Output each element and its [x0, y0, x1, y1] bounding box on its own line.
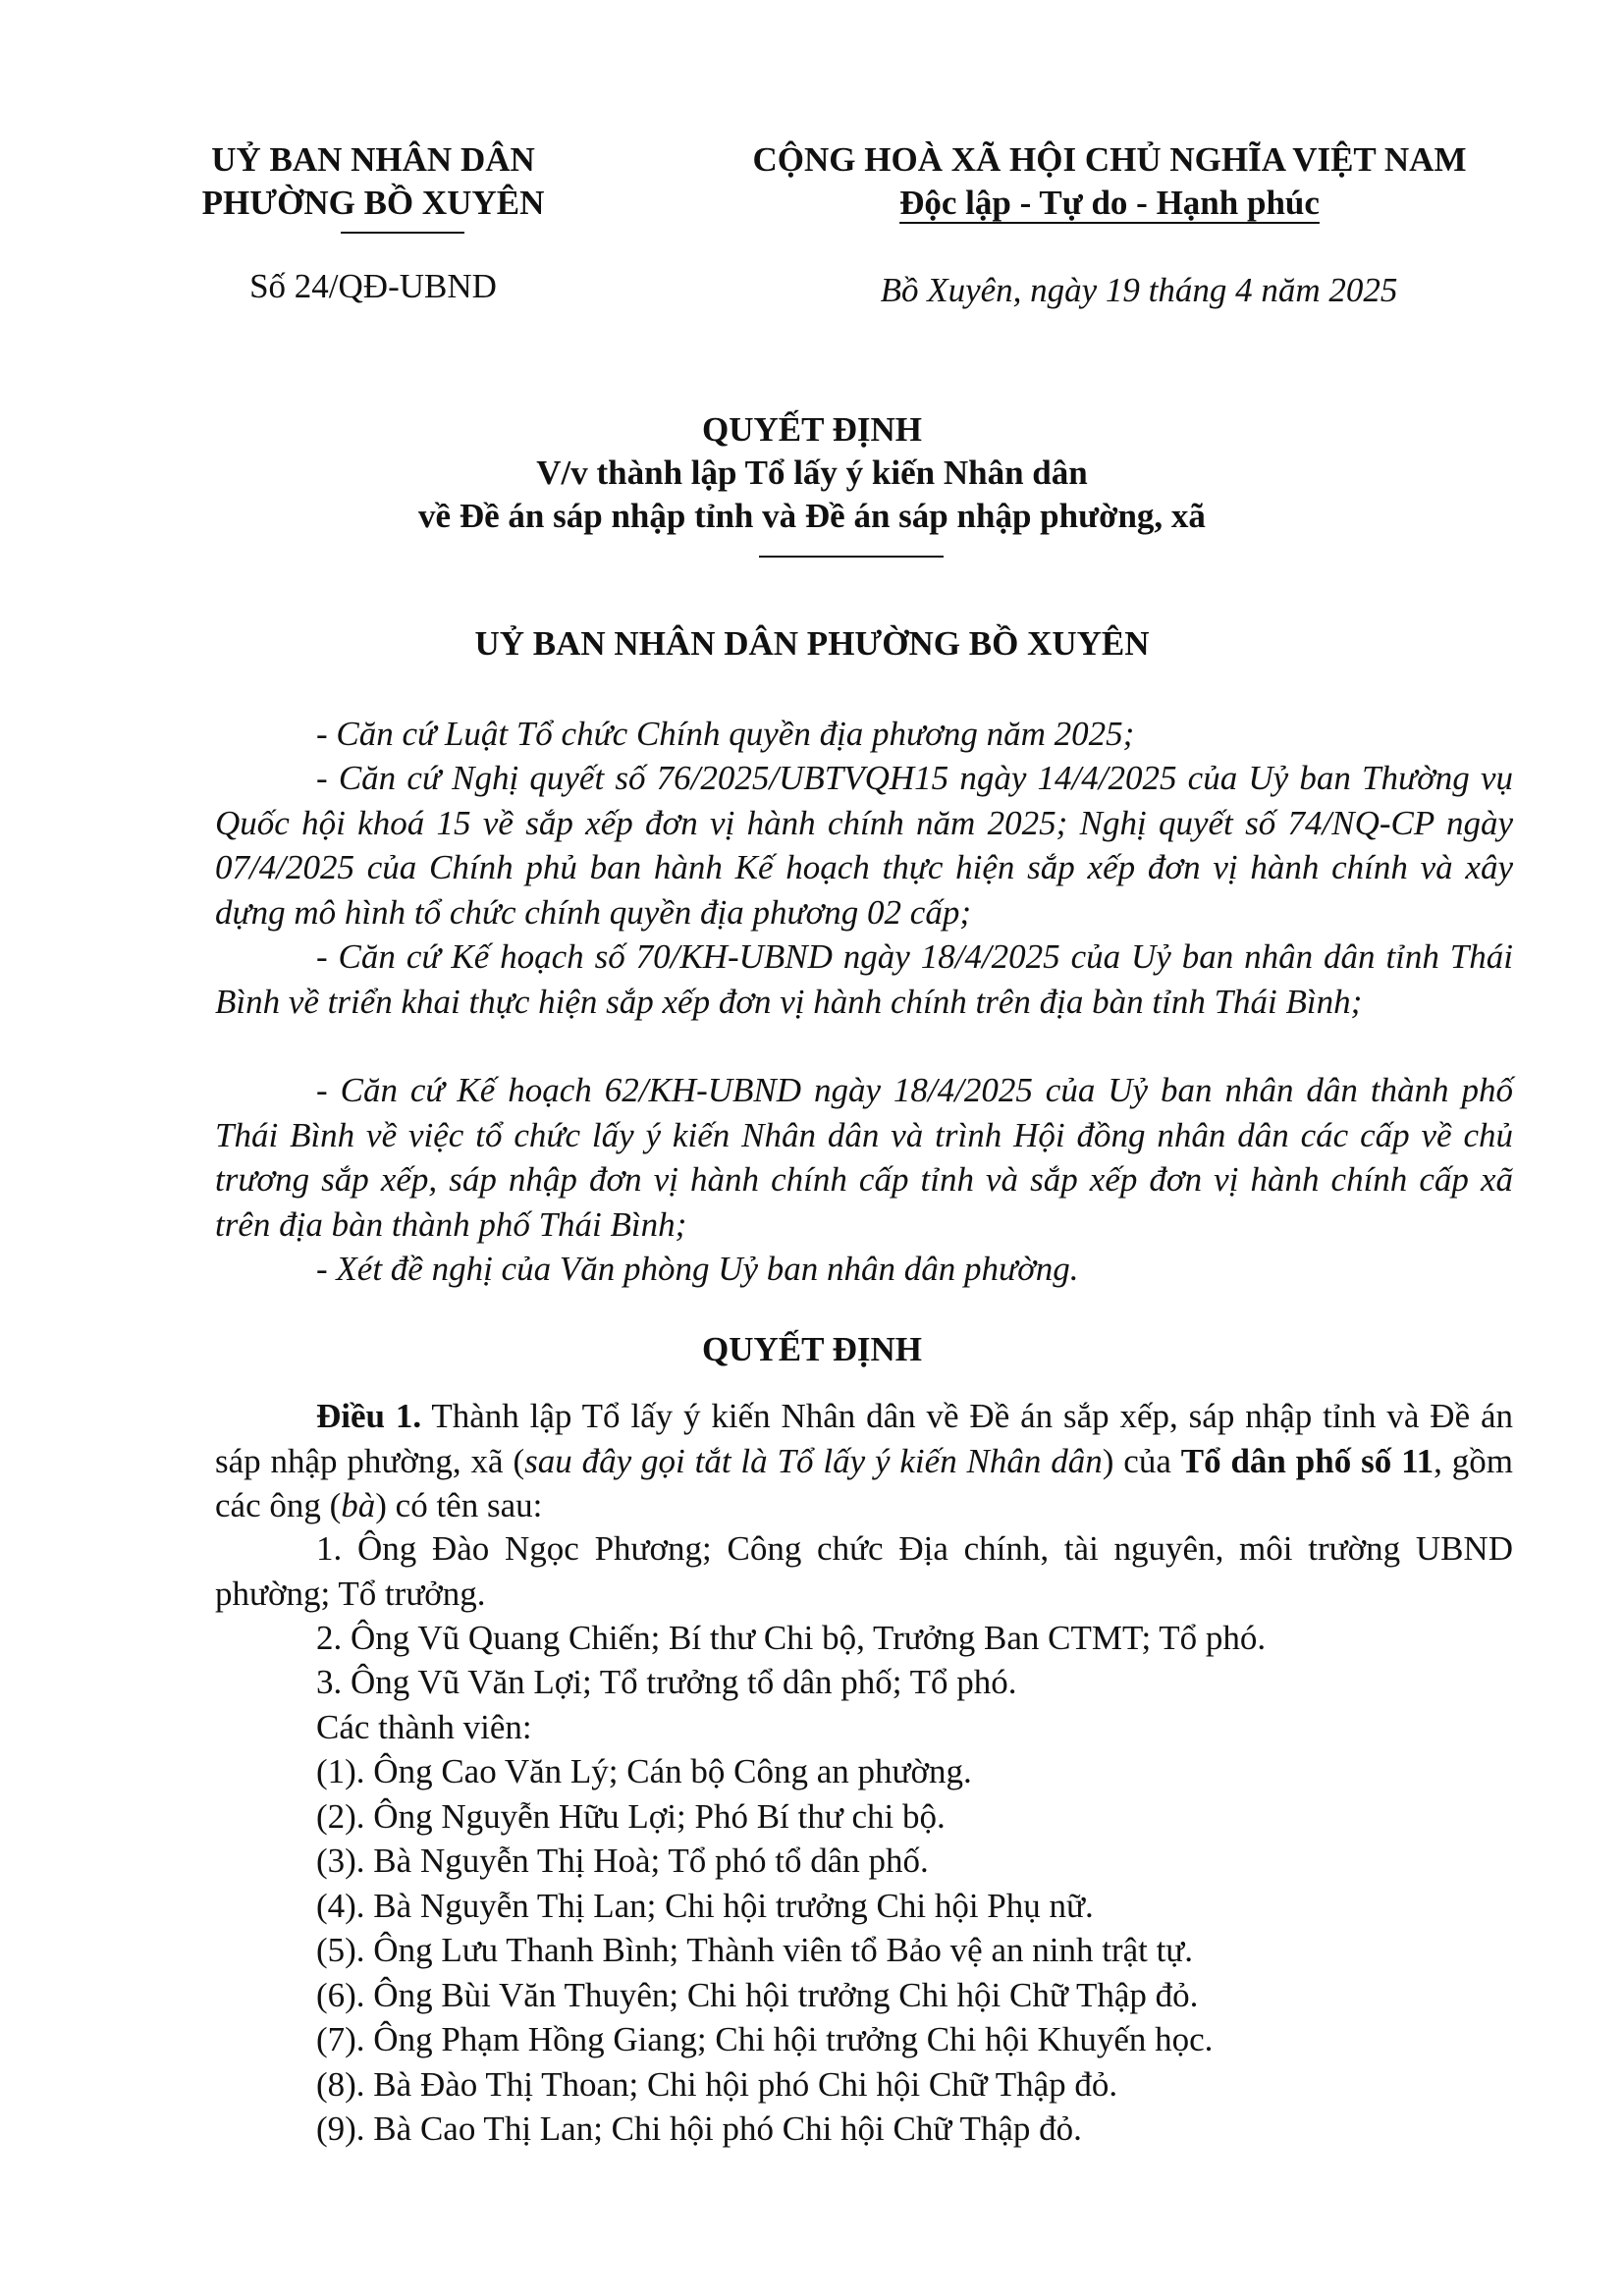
article-1-text-italic: sau đây gọi tắt là Tổ lấy ý kiến Nhân dân [524, 1441, 1103, 1480]
article-1-text-c: , gồm các ông ( [215, 1441, 1513, 1524]
legal-basis-3: - Căn cứ Kế hoạch số 70/KH-UBND ngày 18/4/2025 của Uỷ ban nhân dân tỉnh Thái Bình về triển khai thực hiện sắp xếp đơn vị hành chính trên địa bàn tỉnh Thái Bình; [215, 937, 1513, 1021]
article-1-ba: bà [341, 1486, 376, 1524]
document-subject-line2: về Đề án sáp nhập tỉnh và Đề án sáp nhập phường, xã [418, 497, 1206, 535]
legal-basis-2: - Căn cứ Nghị quyết số 76/2025/UBTVQH15 ngày 14/4/2025 của Uỷ ban Thường vụ Quốc hội khoá 15 về sắp xếp đơn vị hành chính năm 2025; Nghị quyết số 74/NQ-CP ngày 07/4/2025 của Chính phủ ban hành Kế hoạch thực hiện sắp xếp đơn vị hành chính và xây dựng mô hình tổ chức chính quyền địa phương 02 cấp; [215, 759, 1513, 932]
legal-basis-1: - Căn cứ Luật Tổ chức Chính quyền địa phương năm 2025; [316, 715, 1135, 753]
leader-2: 2. Ông Vũ Quang Chiến; Bí thư Chi bộ, Trưởng Ban CTMT; Tổ phó. [316, 1619, 1267, 1657]
member-6: (6). Ông Bùi Văn Thuyên; Chi hội trưởng Chi hội Chữ Thập đỏ. [316, 1976, 1199, 2014]
member-3: (3). Bà Nguyễn Thị Hoà; Tổ phó tổ dân phố. [316, 1842, 929, 1880]
national-title: CỘNG HOÀ XÃ HỘI CHỦ NGHĨA VIỆT NAM [752, 140, 1467, 179]
national-motto-text: Độc lập - Tự do - Hạnh phúc [899, 184, 1320, 222]
members-label: Các thành viên: [316, 1708, 532, 1746]
member-2: (2). Ông Nguyễn Hữu Lợi; Phó Bí thư chi bộ. [316, 1797, 946, 1836]
national-motto [677, 182, 1542, 225]
member-7: (7). Ông Phạm Hồng Giang; Chi hội trưởng Chi hội Khuyến học. [316, 2020, 1214, 2058]
issuing-agency-line2: PHƯỜNG BỒ XUYÊN [201, 184, 545, 222]
article-1-text-a: Thành lập Tổ lấy ý kiến Nhân dân về Đề án sắp xếp, sáp nhập tỉnh và Đề án sáp nhập phường, xã ( [215, 1397, 1514, 1480]
agency-underline [341, 232, 464, 234]
document-subject-line1: V/v thành lập Tổ lấy ý kiến Nhân dân [536, 454, 1088, 492]
member-9: (9). Bà Cao Thị Lan; Chi hội phó Chi hội Chữ Thập đỏ. [316, 2109, 1082, 2148]
member-1: (1). Ông Cao Văn Lý; Cán bộ Công an phường. [316, 1752, 972, 1790]
document-number: Số 24/QĐ-UBND [249, 267, 497, 305]
member-4: (4). Bà Nguyễn Thị Lan; Chi hội trưởng Chi hội Phụ nữ. [316, 1887, 1094, 1925]
article-1-label: Điều 1. [316, 1397, 422, 1435]
article-1-text-b: ) của [1102, 1441, 1181, 1480]
leader-3: 3. Ông Vũ Văn Lợi; Tổ trưởng tổ dân phố; Tổ phó. [316, 1663, 1017, 1701]
member-8: (8). Bà Đào Thị Thoan; Chi hội phó Chi hội Chữ Thập đỏ. [316, 2065, 1118, 2104]
issuer-heading: UỶ BAN NHÂN DÂN PHƯỜNG BỒ XUYÊN [474, 624, 1150, 663]
legal-basis-4: - Căn cứ Kế hoạch 62/KH-UBND ngày 18/4/2025 của Uỷ ban nhân dân thành phố Thái Bình về việc tổ chức lấy ý kiến Nhân dân và trình Hội đồng nhân dân các cấp về chủ trương sắp xếp, sáp nhập đơn vị hành chính cấp tỉnh và sắp xếp đơn vị hành chính cấp xã trên địa bàn thành phố Thái Bình; [215, 1071, 1513, 1244]
article-1 [215, 1394, 1513, 1528]
leader-1: 1. Ông Đào Ngọc Phương; Công chức Địa chính, tài nguyên, môi trường UBND phường; Tổ trưởng. [215, 1529, 1513, 1613]
decision-heading: QUYẾT ĐỊNH [702, 1330, 922, 1368]
article-1-unit: Tổ dân phố số 11 [1180, 1441, 1435, 1480]
document-title: QUYẾT ĐỊNH [702, 410, 922, 449]
article-1-text-d: ) có tên sau: [375, 1486, 543, 1524]
place-and-date: Bồ Xuyên, ngày 19 tháng 4 năm 2025 [880, 271, 1398, 309]
issuing-agency-line1: UỶ BAN NHÂN DÂN [211, 140, 535, 179]
title-underline [759, 556, 944, 558]
legal-basis-5: - Xét đề nghị của Văn phòng Uỷ ban nhân dân phường. [316, 1250, 1079, 1288]
member-5: (5). Ông Lưu Thanh Bình; Thành viên tổ Bảo vệ an ninh trật tự. [316, 1931, 1194, 1969]
